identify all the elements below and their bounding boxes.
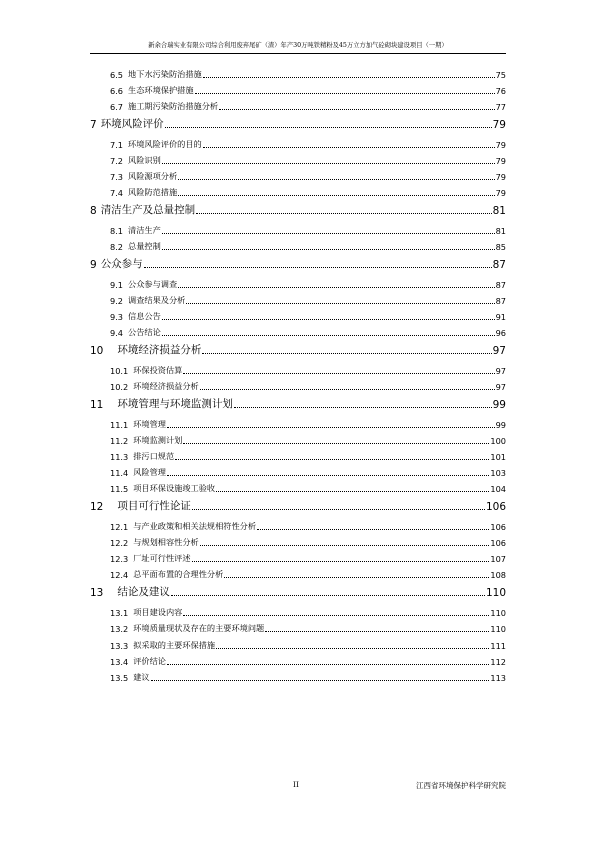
dot-leader bbox=[162, 319, 495, 320]
toc-entry-title: 环境风险评价的目的 bbox=[128, 139, 202, 149]
toc-entry[interactable] bbox=[110, 139, 506, 150]
toc-entry-number: 7 bbox=[90, 119, 97, 131]
toc-entry-number: 8.2 bbox=[110, 242, 124, 252]
toc-entry-title: 与产业政策和相关法规相符性分析 bbox=[133, 521, 257, 531]
toc-entry-number: 7.2 bbox=[110, 156, 124, 166]
toc-entry[interactable] bbox=[90, 396, 506, 411]
toc-entry[interactable] bbox=[110, 607, 506, 618]
toc-entry-number: 10.1 bbox=[110, 366, 129, 376]
toc-entry-title: 项目建设内容 bbox=[133, 607, 183, 617]
toc-entry[interactable] bbox=[110, 381, 506, 392]
toc-entry-number: 13.1 bbox=[110, 608, 129, 618]
toc-entry[interactable] bbox=[110, 85, 506, 96]
toc-entry[interactable] bbox=[110, 467, 506, 478]
toc-entry-page: 104 bbox=[490, 484, 506, 494]
header-rule bbox=[90, 53, 506, 54]
toc-entry-page: 106 bbox=[485, 501, 506, 513]
toc-entry[interactable] bbox=[110, 101, 506, 112]
toc-entry-page: 87 bbox=[495, 296, 506, 306]
dot-leader bbox=[203, 77, 495, 78]
dot-leader bbox=[151, 680, 490, 681]
toc-entry-title: 项目环保设施竣工验收 bbox=[133, 483, 216, 493]
toc-entry-number: 13 bbox=[90, 587, 104, 599]
toc-entry-title: 风险源项分析 bbox=[128, 171, 178, 181]
toc-entry[interactable] bbox=[110, 171, 506, 182]
toc-entry-number: 11.3 bbox=[110, 452, 129, 462]
toc-entry-number: 10.2 bbox=[110, 382, 129, 392]
toc-entry-title: 风险防范措施 bbox=[128, 187, 178, 197]
toc-entry-title: 生态环境保护措施 bbox=[128, 85, 194, 95]
toc-entry[interactable] bbox=[110, 69, 506, 80]
toc-entry-number: 9 bbox=[90, 259, 97, 271]
dot-leader bbox=[265, 631, 489, 632]
toc-entry-number: 11.4 bbox=[110, 468, 129, 478]
toc-entry-title: 结论及建议 bbox=[117, 586, 170, 598]
toc-entry[interactable] bbox=[90, 202, 506, 217]
toc-entry[interactable] bbox=[110, 569, 506, 580]
toc-entry-number: 8.1 bbox=[110, 226, 124, 236]
toc-entry-page: 110 bbox=[490, 608, 506, 618]
toc-entry[interactable] bbox=[110, 419, 506, 430]
dot-leader bbox=[175, 459, 489, 460]
toc-entry-title: 风险管理 bbox=[133, 467, 166, 477]
toc-entry-title: 总平面布置的合理性分析 bbox=[133, 569, 224, 579]
toc-entry-page: 91 bbox=[495, 312, 506, 322]
toc-entry-page: 76 bbox=[495, 86, 506, 96]
dot-leader bbox=[162, 163, 495, 164]
dot-leader bbox=[200, 389, 495, 390]
toc-entry-title: 环境风险评价 bbox=[100, 118, 164, 130]
dot-leader bbox=[178, 179, 494, 180]
toc-entry-page: 79 bbox=[492, 119, 506, 131]
toc-entry-title: 项目可行性论证 bbox=[117, 500, 191, 512]
dot-leader bbox=[219, 109, 494, 110]
toc-entry-number: 7.1 bbox=[110, 140, 124, 150]
toc-entry[interactable] bbox=[110, 155, 506, 166]
toc-entry-number: 12.3 bbox=[110, 554, 129, 564]
toc-entry-title: 厂址可行性评述 bbox=[133, 553, 191, 563]
toc-entry-page: 97 bbox=[495, 382, 506, 392]
dot-leader bbox=[234, 407, 492, 408]
toc-entry-page: 81 bbox=[495, 226, 506, 236]
toc-entry[interactable] bbox=[90, 342, 506, 357]
dot-leader bbox=[186, 303, 494, 304]
toc-entry-title: 信息公告 bbox=[128, 311, 161, 321]
toc-entry-number: 9.3 bbox=[110, 312, 124, 322]
toc-entry-title: 环保投资估算 bbox=[133, 365, 183, 375]
footer-organization: 江西省环境保护科学研究院 bbox=[416, 781, 506, 790]
toc-entry-page: 100 bbox=[490, 436, 506, 446]
running-header: 新余合瑞实业有限公司综合利用废弃尾矿（渣）年产30万吨铁精粉及45万立方加气砼砌块建设项目（一期） bbox=[148, 42, 448, 49]
toc-entry-title: 地下水污染防治措施 bbox=[128, 69, 202, 79]
toc-entry-page: 87 bbox=[492, 259, 506, 271]
dot-leader bbox=[183, 373, 494, 374]
toc-entry[interactable] bbox=[110, 537, 506, 548]
toc-entry-number: 12.4 bbox=[110, 570, 129, 580]
dot-leader bbox=[183, 443, 489, 444]
toc-entry-page: 75 bbox=[495, 70, 506, 80]
toc-entry-title: 总量控制 bbox=[128, 241, 161, 251]
toc-entry-page: 85 bbox=[495, 242, 506, 252]
dot-leader bbox=[167, 475, 489, 476]
toc-entry-number: 8 bbox=[90, 205, 97, 217]
toc-entry-title: 与规划相容性分析 bbox=[133, 537, 199, 547]
toc-entry-number: 11.2 bbox=[110, 436, 129, 446]
dot-leader bbox=[162, 335, 495, 336]
dot-leader bbox=[195, 93, 495, 94]
toc-entry-title: 评价结论 bbox=[133, 656, 166, 666]
toc-entry-number: 13.2 bbox=[110, 624, 129, 634]
toc-entry-title: 风险识别 bbox=[128, 155, 161, 165]
toc-entry[interactable] bbox=[90, 584, 506, 599]
toc-entry[interactable] bbox=[90, 116, 506, 131]
toc-entry[interactable] bbox=[110, 553, 506, 564]
toc-entry-title: 公众参与 bbox=[100, 258, 143, 270]
toc-entry[interactable] bbox=[110, 279, 506, 290]
toc-entry-number: 7.3 bbox=[110, 172, 124, 182]
toc-entry-page: 106 bbox=[490, 522, 506, 532]
dot-leader bbox=[196, 213, 491, 214]
toc-entry-number: 9.1 bbox=[110, 280, 124, 290]
dot-leader bbox=[202, 353, 491, 354]
toc-entry-page: 108 bbox=[490, 570, 506, 580]
dot-leader bbox=[165, 127, 492, 128]
toc-entry[interactable] bbox=[110, 187, 506, 198]
toc-entry-title: 环境监测计划 bbox=[133, 435, 183, 445]
toc-entry-page: 79 bbox=[495, 156, 506, 166]
toc-entry[interactable] bbox=[110, 365, 506, 376]
toc-entry-page: 101 bbox=[490, 452, 506, 462]
dot-leader bbox=[178, 287, 494, 288]
toc-entry-number: 7.4 bbox=[110, 188, 124, 198]
toc-entry-page: 96 bbox=[495, 328, 506, 338]
toc-entry-number: 11 bbox=[90, 399, 104, 411]
toc-entry-number: 9.4 bbox=[110, 328, 124, 338]
dot-leader bbox=[192, 509, 485, 510]
toc-entry[interactable] bbox=[110, 311, 506, 322]
toc-entry-page: 79 bbox=[495, 172, 506, 182]
toc-entry-number: 13.4 bbox=[110, 657, 129, 667]
toc-entry-title: 清洁生产 bbox=[128, 225, 161, 235]
toc-entry[interactable] bbox=[90, 256, 506, 271]
dot-leader bbox=[200, 545, 490, 546]
toc-entry[interactable] bbox=[110, 656, 506, 667]
toc-entry-number: 6.6 bbox=[110, 86, 124, 96]
toc-entry[interactable] bbox=[110, 327, 506, 338]
toc-entry-number: 11.1 bbox=[110, 420, 129, 430]
toc-entry-title: 环境管理 bbox=[133, 419, 166, 429]
dot-leader bbox=[203, 147, 495, 148]
dot-leader bbox=[216, 491, 489, 492]
toc-entry-title: 环境经济损益分析 bbox=[133, 381, 199, 391]
toc-entry-number: 12 bbox=[90, 501, 104, 513]
dot-leader bbox=[162, 249, 495, 250]
toc-entry-page: 112 bbox=[490, 657, 506, 667]
toc-entry-title: 公告结论 bbox=[128, 327, 161, 337]
dot-leader bbox=[192, 561, 490, 562]
dot-leader bbox=[224, 577, 489, 578]
toc-entry-title: 清洁生产及总量控制 bbox=[100, 204, 196, 216]
dot-leader bbox=[183, 615, 489, 616]
dot-leader bbox=[171, 595, 485, 596]
dot-leader bbox=[178, 195, 494, 196]
toc-entry-page: 87 bbox=[495, 280, 506, 290]
dot-leader bbox=[144, 267, 492, 268]
toc-entry-page: 97 bbox=[492, 345, 506, 357]
toc-entry-page: 77 bbox=[495, 102, 506, 112]
toc-entry-page: 106 bbox=[490, 538, 506, 548]
toc-entry-title: 施工期污染防治措施分析 bbox=[128, 101, 219, 111]
toc-entry[interactable] bbox=[110, 225, 506, 236]
toc-entry-page: 79 bbox=[495, 188, 506, 198]
toc-entry-number: 11.5 bbox=[110, 484, 129, 494]
page-number: II bbox=[293, 780, 299, 789]
toc-entry-title: 环境质量现状及存在的主要环境问题 bbox=[133, 623, 265, 633]
toc-entry-number: 13.5 bbox=[110, 673, 129, 683]
toc-entry[interactable] bbox=[110, 640, 506, 651]
toc-entry-page: 81 bbox=[492, 205, 506, 217]
toc-entry-title: 建议 bbox=[133, 672, 150, 682]
toc-entry-title: 调查结果及分析 bbox=[128, 295, 186, 305]
toc-entry-number: 12.1 bbox=[110, 522, 129, 532]
toc-entry-number: 9.2 bbox=[110, 296, 124, 306]
toc-entry-page: 107 bbox=[490, 554, 506, 564]
toc-entry-title: 环境管理与环境监测计划 bbox=[117, 398, 233, 410]
toc-entry[interactable] bbox=[110, 483, 506, 494]
toc-entry-page: 99 bbox=[492, 399, 506, 411]
toc-entry-title: 排污口规范 bbox=[133, 451, 175, 461]
toc-entry-page: 103 bbox=[490, 468, 506, 478]
toc-entry[interactable] bbox=[90, 498, 506, 513]
toc-entry-page: 111 bbox=[490, 641, 506, 651]
toc-entry-title: 拟采取的主要环保措施 bbox=[133, 640, 216, 650]
dot-leader bbox=[162, 233, 495, 234]
toc-entry-number: 12.2 bbox=[110, 538, 129, 548]
toc-entry[interactable] bbox=[110, 241, 506, 252]
toc-entry-title: 环境经济损益分析 bbox=[117, 344, 202, 356]
dot-leader bbox=[167, 427, 495, 428]
toc-entry[interactable] bbox=[110, 435, 506, 446]
toc-entry-title: 公众参与调查 bbox=[128, 279, 178, 289]
toc-entry-number: 13.3 bbox=[110, 641, 129, 651]
toc-entry[interactable] bbox=[110, 521, 506, 532]
dot-leader bbox=[167, 664, 489, 665]
toc-entry[interactable] bbox=[110, 295, 506, 306]
toc-entry-page: 113 bbox=[490, 673, 506, 683]
toc-entry[interactable] bbox=[110, 451, 506, 462]
toc-entry-page: 97 bbox=[495, 366, 506, 376]
toc-entry-page: 110 bbox=[490, 624, 506, 634]
toc-entry[interactable] bbox=[110, 672, 506, 683]
toc-entry-page: 99 bbox=[495, 420, 506, 430]
toc-entry-number: 6.7 bbox=[110, 102, 124, 112]
toc-entry-page: 110 bbox=[485, 587, 506, 599]
dot-leader bbox=[257, 529, 489, 530]
dot-leader bbox=[216, 648, 489, 649]
toc-entry-number: 10 bbox=[90, 345, 104, 357]
toc-entry-page: 79 bbox=[495, 140, 506, 150]
toc-entry[interactable] bbox=[110, 623, 506, 634]
toc-entry-number: 6.5 bbox=[110, 70, 124, 80]
